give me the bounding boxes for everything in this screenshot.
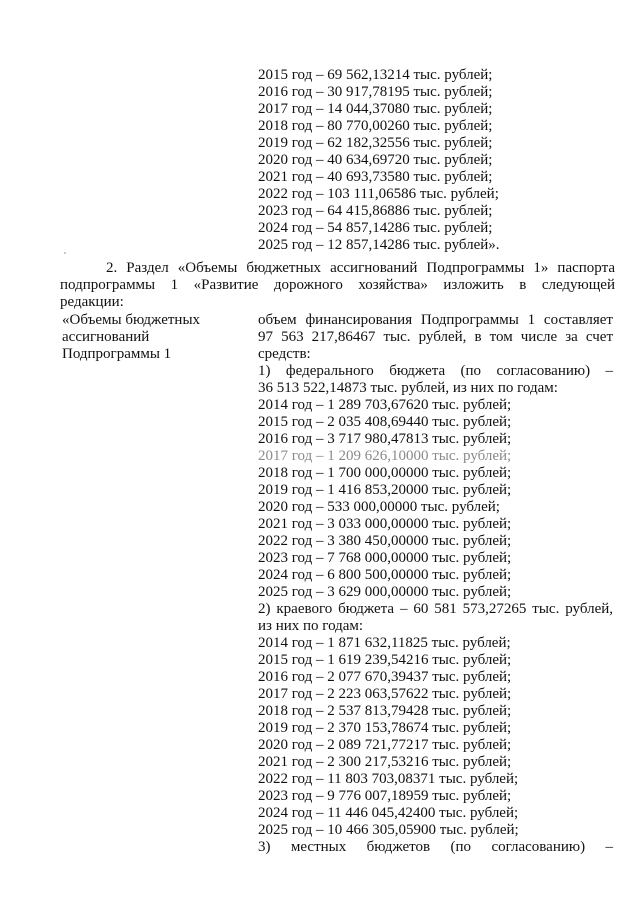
section-label (62, 312, 232, 363)
federal-heading-line: 36 513 522,14873 тыс. рублей, из них по годам: (258, 380, 558, 396)
federal-year-line: 2017 год – 1 209 626,10000 тыс. рублей; (258, 448, 512, 464)
federal-year-line: 2025 год – 3 629 000,00000 тыс. рублей; (258, 584, 512, 600)
federal-year-line: 2016 год – 3 717 980,47813 тыс. рублей; (258, 431, 512, 447)
regional-year-line: 2014 год – 1 871 632,11825 тыс. рублей; (258, 635, 511, 651)
year-line: 2025 год – 12 857,14286 тыс. рублей». (258, 237, 500, 253)
regional-year-line: 2022 год – 11 803 703,08371 тыс. рублей; (258, 771, 519, 787)
intro-line: средств: (258, 346, 311, 362)
regional-year-line: 2024 год – 11 446 045,42400 тыс. рублей; (258, 805, 519, 821)
year-line: 2023 год – 64 415,86886 тыс. рублей; (258, 203, 493, 219)
label-line: ассигнований (62, 329, 150, 345)
intro-line: объем финансирования Подпрограммы 1 составляет (258, 312, 613, 328)
paragraph-line: подпрограммы 1 «Развитие дорожного хозяйства» изложить в следующей (60, 277, 615, 293)
funding-content (258, 312, 613, 856)
year-line: 2016 год – 30 917,78195 тыс. рублей; (258, 84, 493, 100)
year-line: 2019 год – 62 182,32556 тыс. рублей; (258, 135, 493, 151)
intro-line: 97 563 217,86467 тыс. рублей, в том числе за счет (258, 329, 613, 345)
federal-year-line: 2021 год – 3 033 000,00000 тыс. рублей; (258, 516, 512, 532)
federal-year-line: 2024 год – 6 800 500,00000 тыс. рублей; (258, 567, 512, 583)
year-line: 2024 год – 54 857,14286 тыс. рублей; (258, 220, 493, 236)
regional-year-line: 2016 год – 2 077 670,39437 тыс. рублей; (258, 669, 512, 685)
year-line: 2020 год – 40 634,69720 тыс. рублей; (258, 152, 493, 168)
regional-year-line: 2015 год – 1 619 239,54216 тыс. рублей; (258, 652, 512, 668)
year-line: 2022 год – 103 111,06586 тыс. рублей; (258, 186, 499, 202)
federal-year-line: 2023 год – 7 768 000,00000 тыс. рублей; (258, 550, 512, 566)
label-line: «Объемы бюджетных (62, 312, 201, 328)
federal-year-line: 2020 год – 533 000,00000 тыс. рублей; (258, 499, 500, 515)
regional-year-line: 2021 год – 2 300 217,53216 тыс. рублей; (258, 754, 512, 770)
scan-speck (64, 252, 66, 254)
regional-year-line: 2025 год – 10 466 305,05900 тыс. рублей; (258, 822, 519, 838)
federal-year-line: 2014 год – 1 289 703,67620 тыс. рублей; (258, 397, 512, 413)
year-line: 2015 год – 69 562,13214 тыс. рублей; (258, 67, 493, 83)
federal-heading-line: 1) федерального бюджета (по согласованию) – (258, 363, 613, 379)
federal-year-line: 2019 год – 1 416 853,20000 тыс. рублей; (258, 482, 512, 498)
top-years-list (258, 67, 618, 254)
paragraph-line: редакции: (60, 294, 124, 310)
regional-heading-line: из них по годам: (258, 618, 364, 634)
year-line: 2018 год – 80 770,00260 тыс. рублей; (258, 118, 493, 134)
federal-year-line: 2022 год – 3 380 450,00000 тыс. рублей; (258, 533, 512, 549)
regional-heading-line: 2) краевого бюджета – 60 581 573,27265 тыс. рублей, (258, 601, 613, 617)
regional-year-line: 2019 год – 2 370 153,78674 тыс. рублей; (258, 720, 512, 736)
label-line: Подпрограммы 1 (62, 346, 172, 362)
regional-year-line: 2020 год – 2 089 721,77217 тыс. рублей; (258, 737, 512, 753)
amendment-paragraph (60, 260, 615, 311)
regional-year-line: 2023 год – 9 776 007,18959 тыс. рублей; (258, 788, 512, 804)
regional-year-line: 2018 год – 2 537 813,79428 тыс. рублей; (258, 703, 512, 719)
federal-year-line: 2015 год – 2 035 408,69440 тыс. рублей; (258, 414, 512, 430)
federal-year-line: 2018 год – 1 700 000,00000 тыс. рублей; (258, 465, 512, 481)
local-heading-line: 3) местных бюджетов (по согласованию) – (258, 839, 613, 855)
year-line: 2017 год – 14 044,37080 тыс. рублей; (258, 101, 493, 117)
paragraph-line: 2. Раздел «Объемы бюджетных ассигнований Подпрограммы 1» паспорта (106, 260, 615, 276)
year-line: 2021 год – 40 693,73580 тыс. рублей; (258, 169, 493, 185)
regional-year-line: 2017 год – 2 223 063,57622 тыс. рублей; (258, 686, 512, 702)
